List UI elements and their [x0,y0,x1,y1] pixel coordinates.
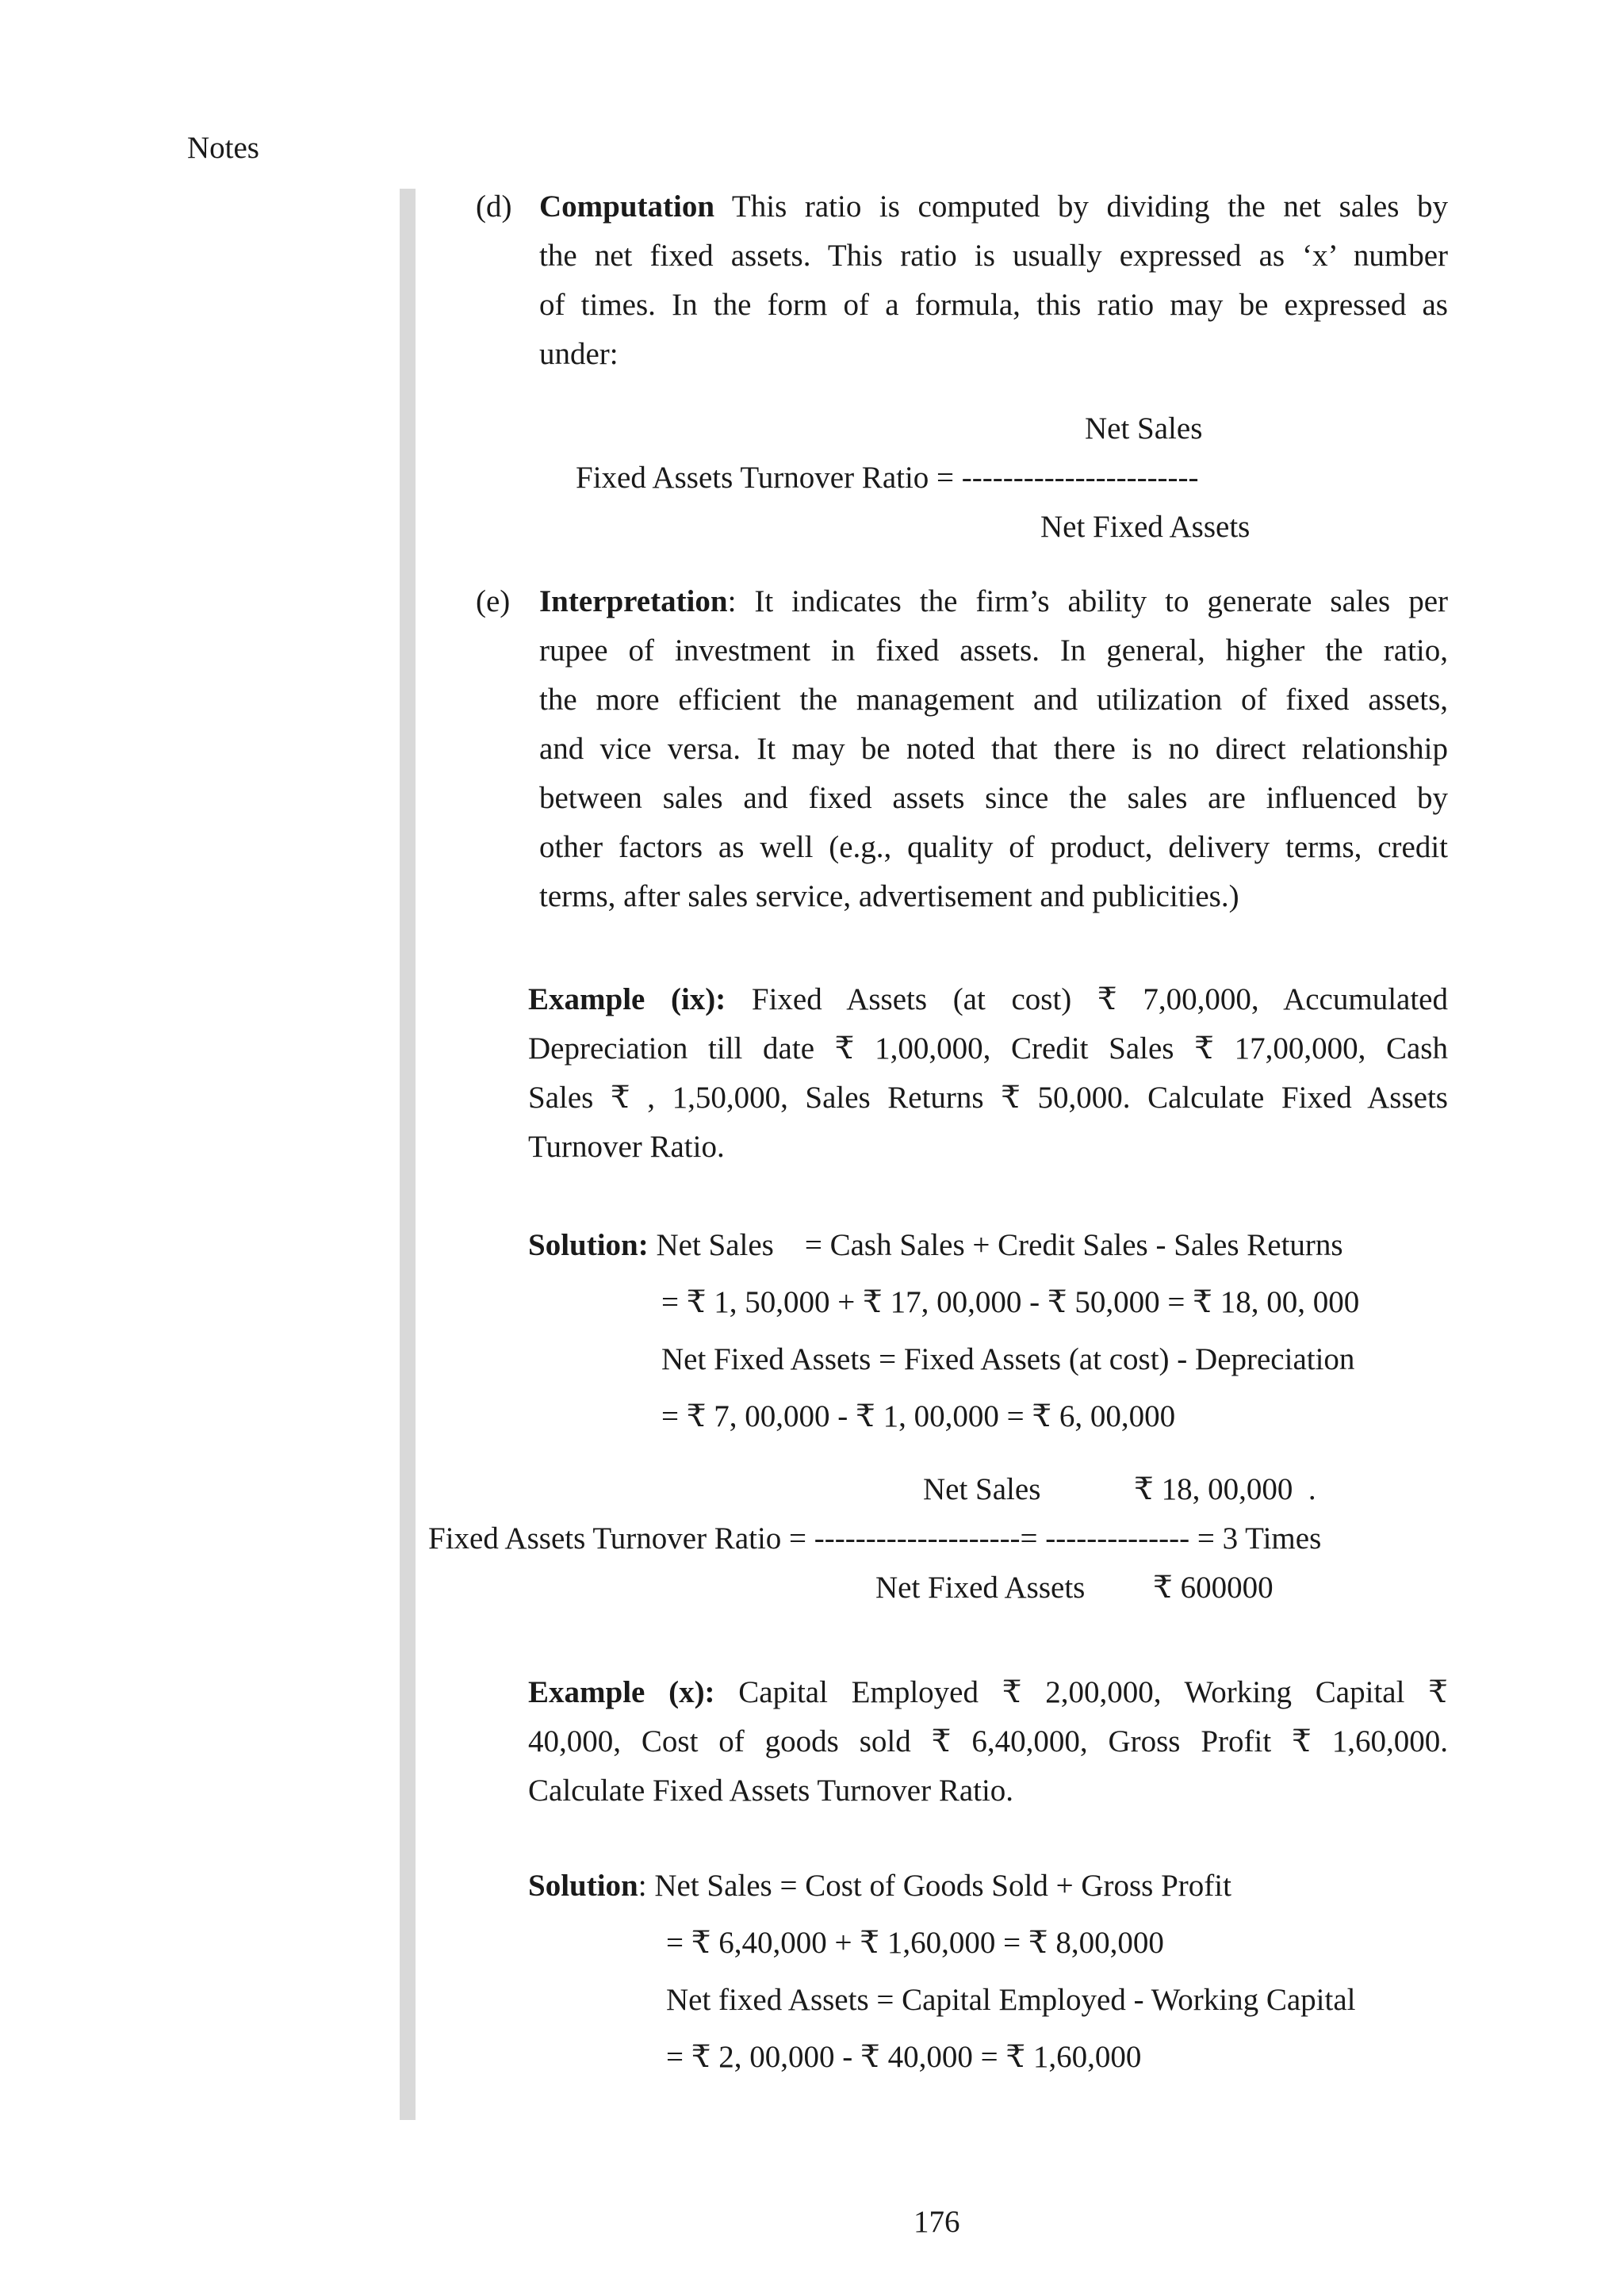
example-ix-line-1: Example (ix): Fixed Assets (at cost) ₹ 7,00,000, Accumulated [528,982,1448,1016]
ratio-ix-numerator-value: ₹ 18, 00,000 . [1134,1472,1316,1506]
page-number: 176 [914,2205,960,2239]
example-x-line-2: 40,000, Cost of goods sold ₹ 6,40,000, Gross Profit ₹ 1,60,000. [528,1724,1448,1758]
example-ix-heading: Example (ix): [528,982,726,1016]
example-x-paragraph [528,1668,1448,1816]
section-e-line-1: Interpretation: It indicates the firm’s ability to generate sales per [539,584,1448,618]
solution-x-line-2: = ₹ 6,40,000 + ₹ 1,60,000 = ₹ 8,00,000 [666,1926,1164,1960]
solution-x-heading: Solution [528,1869,638,1903]
section-e-heading: Interpretation [539,584,728,618]
ratio-ix-denominator-value: ₹ 600000 [1153,1571,1274,1605]
example-ix-line-3: Sales ₹ , 1,50,000, Sales Returns ₹ 50,000. Calculate Fixed Assets [528,1081,1448,1115]
solution-x-line-1: Solution: Net Sales = Cost of Goods Sold + Gross Profit [528,1869,1231,1903]
solution-ix-heading: Solution: [528,1228,649,1262]
section-e-line-4: and vice versa. It may be noted that there is no direct relationship [539,732,1448,766]
section-d-label: (d) [476,189,512,224]
section-e-paragraph [539,577,1448,921]
solution-ix-line-2: = ₹ 1, 50,000 + ₹ 17, 00,000 - ₹ 50,000 = ₹ 18, 00, 000 [661,1285,1360,1319]
formula-d-lhs: Fixed Assets Turnover Ratio = ----------------------- [576,461,1199,495]
solution-ix-line-4: = ₹ 7, 00,000 - ₹ 1, 00,000 = ₹ 6, 00,000 [661,1399,1176,1433]
margin-bar [400,189,416,2120]
solution-ix-line-1: Solution: Net Sales = Cash Sales + Credit Sales - Sales Returns [528,1228,1343,1262]
section-e-line-6: other factors as well (e.g., quality of product, delivery terms, credit [539,830,1448,864]
section-e-line-7: terms, after sales service, advertisement and publicities.) [539,879,1239,913]
section-d-line-3: of times. In the form of a formula, this ratio may be expressed as [539,288,1448,322]
example-x-line-1: Example (x): Capital Employed ₹ 2,00,000, Working Capital ₹ [528,1675,1448,1709]
solution-ix-line-3: Net Fixed Assets = Fixed Assets (at cost) - Depreciation [661,1342,1355,1376]
notes-label: Notes [187,131,259,165]
example-ix-line-2: Depreciation till date ₹ 1,00,000, Credit Sales ₹ 17,00,000, Cash [528,1031,1448,1066]
formula-d-denominator: Net Fixed Assets [1040,510,1251,544]
solution-x-line-4: = ₹ 2, 00,000 - ₹ 40,000 = ₹ 1,60,000 [666,2040,1142,2074]
example-ix-line-4: Turnover Ratio. [528,1130,725,1164]
section-e-line-5: between sales and fixed assets since the sales are influenced by [539,781,1448,815]
solution-x-line-3: Net fixed Assets = Capital Employed - Working Capital [666,1983,1356,2017]
section-d-line-4: under: [539,337,619,371]
example-ix-paragraph [528,975,1448,1172]
section-e-label: (e) [476,584,511,618]
section-d-line-1: Computation This ratio is computed by dividing the net sales by [539,189,1448,224]
ratio-ix-numerator-label: Net Sales [923,1472,1041,1506]
section-d-heading: Computation [539,189,715,224]
ratio-ix-denominator-label: Net Fixed Assets [875,1571,1086,1605]
section-e-line-2: rupee of investment in fixed assets. In general, higher the ratio, [539,633,1448,668]
formula-d-numerator: Net Sales [1085,411,1203,446]
section-e-line-3: the more efficient the management and utilization of fixed assets, [539,683,1448,717]
section-d-line-2: the net fixed assets. This ratio is usually expressed as ‘x’ number [539,239,1448,273]
example-x-heading: Example (x): [528,1675,715,1709]
ratio-ix-lhs: Fixed Assets Turnover Ratio = --------------------= -------------- = 3 Times [428,1521,1322,1556]
example-x-line-3: Calculate Fixed Assets Turnover Ratio. [528,1774,1014,1808]
section-d-paragraph [539,182,1448,379]
